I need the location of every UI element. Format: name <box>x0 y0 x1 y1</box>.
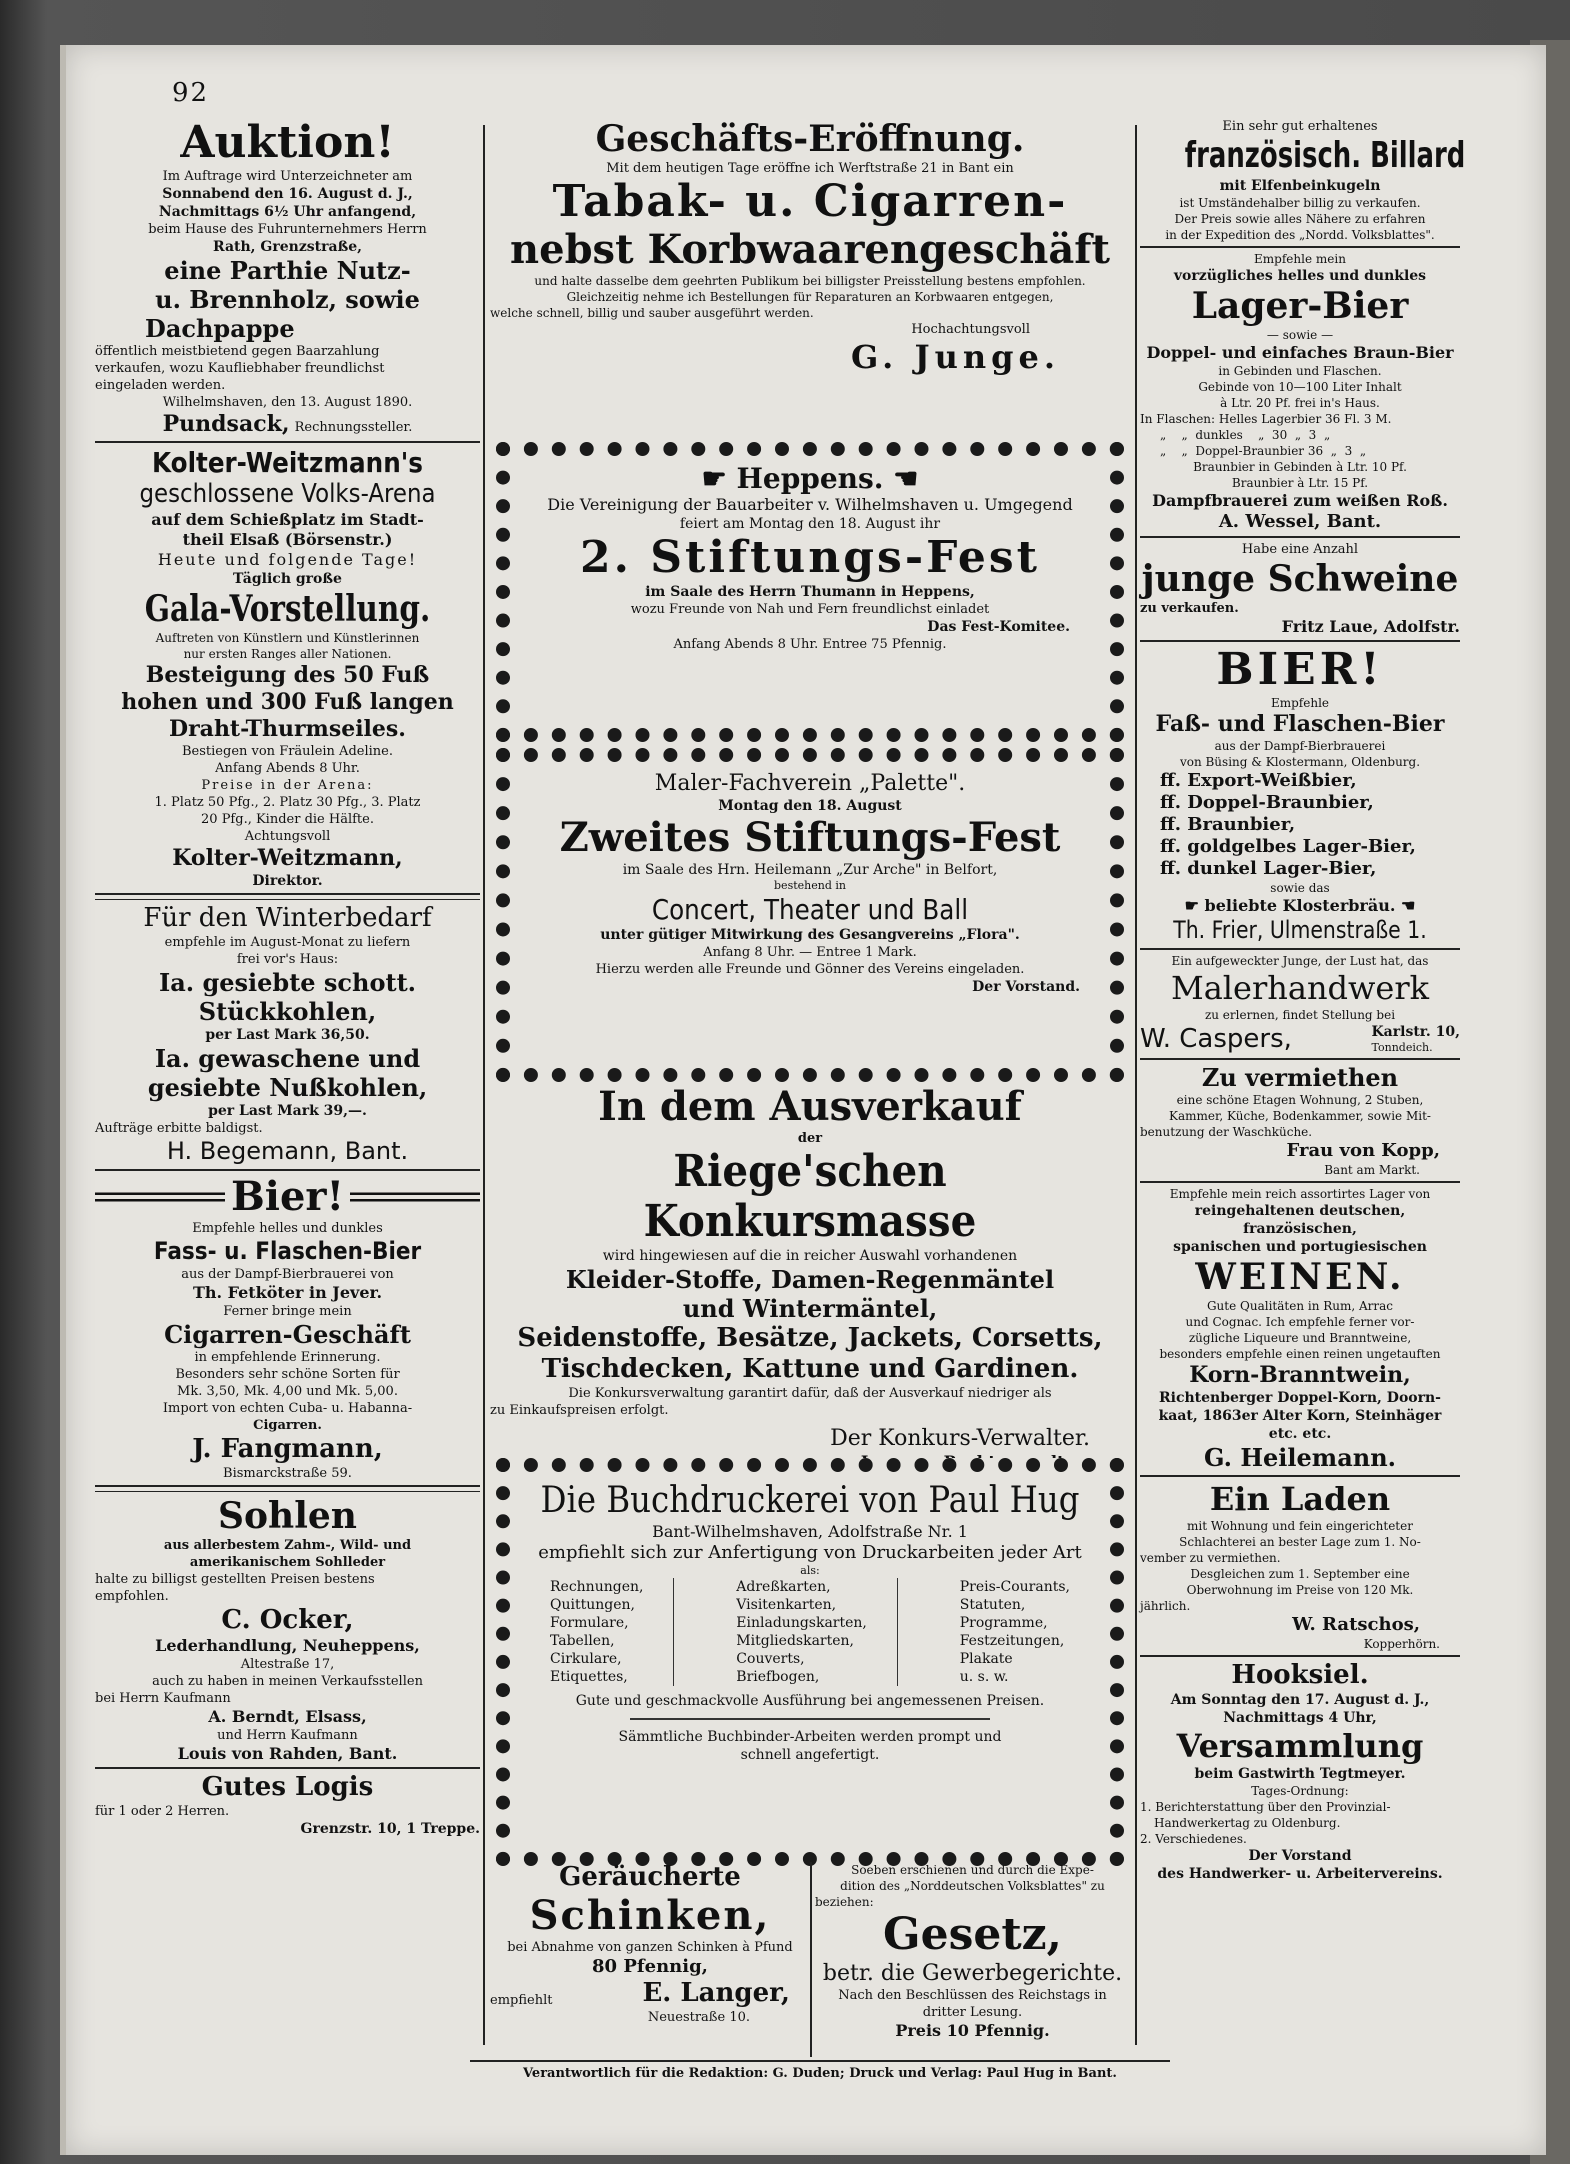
text-line: und halte dasselbe dem geehrten Publikum bei billigster Preisstellung bestens empfohlen. <box>534 274 1086 288</box>
text-line: Richtenberger Doppel-Korn, Doorn- <box>1158 1390 1441 1406</box>
list-item: u. s. w. <box>959 1669 1009 1685</box>
headline: Geräucherte <box>559 1862 741 1892</box>
text-line: feiert am Montag den 18. August ihr <box>679 516 941 532</box>
text-line: bestehend in <box>774 879 846 892</box>
billard-ad <box>1140 118 1466 243</box>
text-line: Schlachterei an bester Lage zum 1. No- <box>1179 1535 1421 1549</box>
signature: E. Langer, <box>642 1978 790 2008</box>
vermieten-ad <box>1140 1063 1460 1178</box>
divider <box>95 441 480 443</box>
text-line: dritter Lesung. <box>922 2005 1023 2020</box>
text-line: Der Preis sowie alles Nähere zu erfahren <box>1174 212 1426 226</box>
bier2-ad: BIER! Empfehle Faß- und Flaschen-Bier aus der Dampf-Bierbrauerei von Büsing & Klostermann, Oldenburg. ff. Export-Weißbier, ff. Doppel-Braunbier, ff. Braunbier, ff. goldgelbes Lager-Bier, ff. dunkel Lager-Bier, sowie das ☛ beliebte Klosterbräu. ☚ Th. Frier, Ulmenstraße 1. <box>1140 645 1460 945</box>
headline: Dachpappe <box>145 314 295 343</box>
hooksiel-ad <box>1140 1660 1460 1883</box>
headline: Versammlung <box>1176 1727 1424 1765</box>
laden-ad <box>1140 1480 1460 1652</box>
text-line: zu verkaufen. <box>1140 601 1239 616</box>
text-line: Montag den 18. August <box>718 798 902 814</box>
list-item: Adreßkarten, <box>736 1579 831 1595</box>
text-line: in Gebinden und Flaschen. <box>1218 364 1382 378</box>
text-line: Gute Qualitäten in Rum, Arrac <box>1206 1299 1394 1313</box>
headline: Bier! <box>225 1173 350 1220</box>
divider <box>95 893 480 900</box>
text-line: Bismarckstraße 59. <box>223 1466 352 1481</box>
divider <box>1140 1181 1460 1183</box>
text-line: Direktor. <box>252 873 323 889</box>
text-line: wird hingewiesen auf die in reicher Auswahl vorhandenen <box>602 1248 1018 1264</box>
divider <box>1140 640 1460 642</box>
text-line: Hierzu werden alle Freunde und Gönner des Vereins eingeladen. <box>595 962 1025 977</box>
text-line: auch zu haben in meinen Verkaufsstellen <box>152 1674 423 1689</box>
weinen-ad <box>1140 1186 1460 1472</box>
bier-ad <box>95 1174 480 1482</box>
text-line: zu erlernen, findet Stellung bei <box>1204 1008 1396 1022</box>
text-line: vember zu vermiethen. <box>1140 1551 1281 1565</box>
text-line: In Flaschen: Helles Lagerbier 36 Fl. 3 M. <box>1140 412 1392 426</box>
text-line: wozu Freunde von Nah und Fern freundlichst einladet <box>630 602 990 617</box>
text-line: in empfehlende Erinnerung. <box>194 1350 381 1365</box>
text-line: auf dem Schießplatz im Stadt- <box>151 510 424 529</box>
text-line: empfiehlt sich zur Anfertigung von Druckarbeiten jeder Art <box>538 1542 1082 1563</box>
text-line: Sämmtliche Buchbinder-Arbeiten werden prompt und <box>618 1729 1002 1745</box>
headline: nebst Korbwaarengeschäft <box>510 226 1110 273</box>
text-line: zügliche Liqueure und Branntweine, <box>1188 1331 1412 1345</box>
text-line: Dampfbrauerei zum weißen Roß. <box>1152 491 1448 510</box>
headline: und Wintermäntel, <box>682 1294 938 1323</box>
divider <box>1140 1475 1460 1477</box>
text-line: Die Konkursverwaltung garantirt dafür, daß der Ausverkauf niedriger als <box>568 1386 1052 1401</box>
list-item: Mitgliedskarten, <box>736 1633 854 1649</box>
text-line: Nachmittags 4 Uhr, <box>1223 1710 1377 1726</box>
text-line: Habe eine Anzahl <box>1241 542 1359 557</box>
text-line: Sonnabend den 16. August d. J., <box>162 186 413 202</box>
headline: Ia. gewaschene und <box>154 1044 421 1073</box>
text-line: des Handwerker- u. Arbeitervereins. <box>1157 1866 1443 1882</box>
text-line: Gute und geschmackvolle Ausführung bei angemessenen Preisen. <box>575 1693 1045 1709</box>
list-item: Tabellen, <box>550 1633 615 1649</box>
print-products-list <box>510 1578 1110 1686</box>
text-line: Lederhandlung, Neuheppens, <box>155 1636 420 1655</box>
text-line: Preise in der Arena: <box>201 778 374 793</box>
arena-ad <box>95 446 480 890</box>
text-line: „ „ dunkles „ 30 „ 3 „ <box>1160 428 1331 442</box>
text-line: eine schöne Etagen Wohnung, 2 Stuben, <box>1176 1093 1424 1107</box>
headline: Für den Winterbedarf <box>143 903 432 933</box>
text-line: Empfehle <box>1270 696 1330 710</box>
headline: Seidenstoffe, Besätze, Jackets, Corsetts, <box>517 1323 1103 1353</box>
text-line: aus der Dampf-Bierbrauerei von <box>181 1267 394 1282</box>
text-line: beim Gastwirth Tegtmeyer. <box>1194 1766 1406 1782</box>
product-column <box>960 1578 1070 1686</box>
text-line: bei Herrn Kaufmann <box>95 1691 231 1706</box>
headline: Kolter-Weitzmann's <box>152 446 423 479</box>
text-line: spanischen und portugiesischen <box>1173 1239 1427 1255</box>
list-item: ff. dunkel Lager-Bier, <box>1160 858 1377 879</box>
headline: Cigarren-Geschäft <box>164 1320 411 1349</box>
divider <box>95 1485 480 1492</box>
text-line: öffentlich meistbietend gegen Baarzahlung <box>95 344 380 359</box>
text-line: à Ltr. 20 Pf. frei in's Haus. <box>1220 396 1380 410</box>
list-item: Etiquettes, <box>550 1669 628 1685</box>
text-line: im Saale des Hrn. Heilemann „Zur Arche" in Belfort, <box>622 862 998 878</box>
text-line: halte zu billigst gestellten Preisen bestens <box>95 1572 375 1587</box>
headline: Gutes Logis <box>201 1772 374 1802</box>
text-line: etc. etc. <box>1268 1426 1332 1442</box>
text-line: Braunbier in Gebinden à Ltr. 10 Pf. <box>1193 460 1407 474</box>
headline: 2. Stiftungs-Fest <box>579 532 1041 583</box>
text-line: — sowie — <box>1266 328 1334 342</box>
text-line: Kopperhörn. <box>1363 1637 1440 1651</box>
text-line: Gleichzeitig nehme ich Bestellungen für Reparaturen an Korbwaaren entgegen, <box>566 290 1054 304</box>
headline: hohen und 300 Fuß langen <box>121 689 454 715</box>
text-line: verkaufen, wozu Kaufliebhaber freundlichst <box>95 361 385 376</box>
divider <box>1140 246 1460 248</box>
text-line: Kammer, Küche, Bodenkammer, sowie Mit- <box>1169 1109 1431 1123</box>
text-line: amerikanischem Sohlleder <box>189 1555 386 1570</box>
text-line: Soeben erschienen und durch die Expe- <box>851 1863 1094 1877</box>
text-line: mit Elfenbeinkugeln <box>1219 178 1381 194</box>
headline: Malerhandwerk <box>1170 969 1430 1007</box>
text-line: Anfang Abends 8 Uhr. <box>215 761 360 776</box>
signature: Th. Frier, Ulmenstraße 1. <box>1173 916 1427 944</box>
list-item: Statuten, <box>959 1597 1026 1613</box>
text-line: Ferner bringe mein <box>223 1304 352 1319</box>
text-line: Import von echten Cuba- u. Habanna- <box>162 1401 413 1416</box>
headline: Zu vermiethen <box>1201 1063 1399 1092</box>
headline: Sohlen <box>218 1495 357 1537</box>
headline: Hooksiel. <box>1231 1660 1369 1690</box>
headline: In dem Ausverkauf <box>598 1083 1022 1130</box>
product-column <box>736 1578 898 1686</box>
headline: Ia. gesiebte schott. <box>158 968 417 997</box>
text-line: Braunbier à Ltr. 15 Pf. <box>1231 476 1369 490</box>
signature: Kolter-Weitzmann, <box>172 845 403 871</box>
gesetz-ad <box>815 1862 1130 2041</box>
list-item: Formulare, <box>550 1615 629 1631</box>
text-line: Tonndeich. <box>1371 1041 1433 1054</box>
auktion-ad <box>95 118 480 438</box>
headline: Concert, Theater und Ball <box>651 893 969 926</box>
schinken-ad <box>490 1862 810 2026</box>
signature: W. Ratschos, <box>1292 1614 1420 1635</box>
list-item: Einladungskarten, <box>736 1615 867 1631</box>
text-line: Heute und folgende Tage! <box>157 550 418 569</box>
middle-column <box>490 118 1130 376</box>
headline: eine Parthie Nutz- <box>164 256 411 285</box>
list-item: Festzeitungen, <box>959 1633 1065 1649</box>
ausverkauf-ad <box>490 1084 1130 1472</box>
text-line: Anfang 8 Uhr. — Entree 1 Mark. <box>703 945 917 960</box>
headline: gesiebte Nußkohlen, <box>147 1073 428 1102</box>
headline: Gala-Vorstellung. <box>144 588 431 630</box>
price: Preis 10 Pfennig. <box>895 2021 1050 2040</box>
list-item: Visitenkarten, <box>736 1597 837 1613</box>
text-line: Neuestraße 10. <box>647 2010 750 2025</box>
text-line: besonders empfehle einen reinen ungetauften <box>1159 1347 1441 1361</box>
geschaeftseroeffnung-ad <box>490 118 1130 376</box>
text-line: Besonders sehr schöne Sorten für <box>175 1367 400 1382</box>
headline: geschlossene Volks-Arena <box>139 479 436 509</box>
text-line: in der Expedition des „Nordd. Volksblattes". <box>1165 228 1435 242</box>
heppens-ad: ☛ Heppens. ☚ Die Vereinigung der Bauarbeiter v. Wilhelmshaven u. Umgegend feiert am Montag den 18. August ihr 2. Stiftungs-Fest im Saale des Herrn Thumann in Heppens, wozu Freunde von Nah und Fern freundlichst einladet Das Fest-Komitee. Anfang Abends 8 Uhr. Entree 75 Pfennig. <box>496 442 1124 742</box>
text-line: Am Sonntag den 17. August d. J., <box>1170 1692 1430 1708</box>
divider <box>630 1718 990 1720</box>
text-line: jährlich. <box>1140 1599 1191 1613</box>
text-line: „ „ Doppel-Braunbier 36 „ 3 „ <box>1160 444 1367 458</box>
list-item: Rechnungen, <box>550 1579 644 1595</box>
headline: Gesetz, <box>883 1909 1062 1960</box>
list-item: Cirkulare, <box>550 1651 622 1667</box>
palette-ad <box>496 748 1124 1082</box>
signature: Fritz Laue, Adolfstr. <box>1281 617 1460 636</box>
signature: G. Heilemann. <box>1204 1443 1396 1472</box>
column-rule-left <box>483 125 485 2045</box>
text-line: im Saale des Herrn Thumann in Heppens, <box>645 584 975 600</box>
product-column <box>550 1578 674 1686</box>
text-line: Achtungsvoll <box>244 829 331 844</box>
divider <box>95 1767 480 1769</box>
divider <box>1140 1655 1460 1657</box>
text-line: sowie das <box>1270 881 1330 895</box>
list-item: Briefbogen, <box>736 1669 820 1685</box>
text-line: und Cognac. Ich empfehle ferner vor- <box>1185 1315 1415 1329</box>
text-line: Empfehle helles und dunkles <box>192 1221 383 1236</box>
headline: Die Buchdruckerei von Paul Hug <box>540 1480 1080 1521</box>
price: 80 Pfennig, <box>592 1956 708 1977</box>
headline: Riege'schen Konkursmasse <box>643 1146 977 1247</box>
headline: französisch. Billard <box>1184 135 1466 176</box>
auktion-title: Auktion! <box>180 117 395 168</box>
text-line: Karlstr. 10, <box>1371 1024 1460 1040</box>
headline: Lager-Bier <box>1191 285 1409 327</box>
text-line: Bant-Wilhelmshaven, Adolfstraße Nr. 1 <box>652 1522 968 1541</box>
right-column <box>1140 118 1466 1883</box>
text-line: Rechnungssteller. <box>294 420 413 435</box>
text-line: beliebte Klosterbräu. <box>1204 896 1396 915</box>
buchdruckerei-ad <box>496 1458 1124 1866</box>
list-item: Programme, <box>959 1615 1048 1631</box>
sohlen-ad <box>95 1495 480 1764</box>
headline: Maler-Fachverein „Palette". <box>654 771 966 796</box>
text-line: Grenzstr. 10, 1 Treppe. <box>300 1821 480 1837</box>
signature: G. Junge. <box>850 338 1060 376</box>
headline: Geschäfts-Eröffnung. <box>595 118 1025 160</box>
signature: H. Begemann, Bant. <box>166 1137 409 1165</box>
signature: C. Ocker, <box>221 1605 354 1635</box>
divider <box>95 1169 480 1171</box>
list-item: ff. goldgelbes Lager-Bier, <box>1160 836 1416 857</box>
text-line: aus allerbestem Zahm-, Wild- und <box>163 1538 412 1553</box>
logis-ad <box>95 1772 480 1838</box>
list-item: ff. Doppel-Braunbier, <box>1160 792 1374 813</box>
headline: u. Brennholz, sowie <box>155 285 420 314</box>
text-line: Mit dem heutigen Tage eröffne ich Werftstraße 21 in Bant ein <box>606 161 1014 176</box>
text-line: 1. Platz 50 Pfg., 2. Platz 30 Pfg., 3. Platz <box>154 795 421 810</box>
text-line: Louis von Rahden, Bant. <box>177 1744 398 1763</box>
text-line: Bestiegen von Fräulein Adeline. <box>182 744 393 759</box>
text-line: Ein sehr gut erhaltenes <box>1222 119 1378 134</box>
signature: Pundsack, <box>162 411 290 437</box>
text-line: Die Vereinigung der Bauarbeiter v. Wilhelmshaven u. Umgegend <box>547 495 1073 514</box>
text-line: bei Abnahme von ganzen Schinken à Pfund <box>507 1940 793 1955</box>
list-item: ff. Braunbier, <box>1160 814 1296 835</box>
headline: Tischdecken, Kattune und Gardinen. <box>541 1354 1079 1384</box>
divider <box>1140 948 1460 950</box>
text-line: benutzung der Waschküche. <box>1140 1125 1313 1139</box>
text-line: mit Wohnung und fein eingerichteter <box>1187 1519 1413 1533</box>
text-line: reingehaltenen deutschen, französischen, <box>1194 1203 1406 1237</box>
text-line: Gebinde von 10—100 Liter Inhalt <box>1198 380 1402 394</box>
signature: Frau von Kopp, <box>1286 1140 1440 1161</box>
text-line: theil Elsaß (Börsenstr.) <box>182 530 393 549</box>
text-line: Aufträge erbitte baldigst. <box>95 1121 263 1136</box>
headline: BIER! <box>1216 644 1384 695</box>
text-line: Rath, Grenzstraße, <box>212 239 362 255</box>
text-line: von Büsing & Klostermann, Oldenburg. <box>1179 755 1421 769</box>
text-line: Doppel- und einfaches Braun-Bier <box>1146 343 1454 362</box>
price: per Last Mark 39,—. <box>208 1103 367 1119</box>
winterbedarf-ad <box>95 903 480 1166</box>
text-line: Der Vorstand <box>1248 1848 1352 1864</box>
text-line: Ein aufgeweckter Junge, der Lust hat, das <box>1171 954 1429 968</box>
headline: Tabak- u. Cigarren- <box>552 176 1068 227</box>
text-line: 2. Verschiedenes. <box>1140 1832 1247 1846</box>
text-line: für 1 oder 2 Herren. <box>95 1804 230 1819</box>
text-line: A. Berndt, Elsass, <box>208 1707 367 1726</box>
headline: Zweites Stiftungs-Fest <box>559 814 1061 861</box>
text-line: als: <box>800 1564 820 1577</box>
list-item: Quittungen, <box>550 1597 635 1613</box>
divider-vertical <box>810 1862 812 2057</box>
text-line: empfehle im August-Monat zu liefern <box>164 935 411 950</box>
text-line: 1. Berichterstattung über den Provinzial- <box>1140 1800 1391 1814</box>
text-line: vorzügliches helles und dunkles <box>1173 268 1427 284</box>
text-line: 20 Pfg., Kinder die Hälfte. <box>201 812 374 827</box>
text-line: Hochachtungsvoll <box>911 322 1030 337</box>
text-line: frei vor's Haus: <box>236 952 339 967</box>
page-number: 92 <box>172 78 210 108</box>
text-line: unter gütiger Mitwirkung des Gesangvereins „Flora". <box>600 927 1020 943</box>
headline: Fass- u. Flaschen-Bier <box>153 1237 422 1265</box>
lagerbier-ad <box>1140 251 1460 533</box>
text-line: schnell angefertigt. <box>740 1747 880 1763</box>
divider <box>1140 536 1460 538</box>
text-line: aus der Dampf-Bierbrauerei <box>1214 739 1386 753</box>
headline: betr. die Gewerbegerichte. <box>822 1961 1123 1986</box>
signature: J. Fangmann, <box>192 1434 383 1464</box>
text-line: Auftreten von Künstlern und Künstlerinnen <box>155 631 420 645</box>
headline: Stückkohlen, <box>198 997 377 1026</box>
text-line: Bant am Markt. <box>1324 1163 1420 1177</box>
text-line: Mk. 3,50, Mk. 4,00 und Mk. 5,00. <box>177 1384 398 1399</box>
text-line: Anfang Abends 8 Uhr. Entree 75 Pfennig. <box>673 637 947 652</box>
column-rule-right <box>1135 125 1137 2045</box>
text-line: Handwerkertag zu Oldenburg. <box>1154 1816 1341 1830</box>
signature: W. Caspers, <box>1140 1023 1292 1054</box>
list-item: Preis-Courants, <box>959 1579 1070 1595</box>
text-line: der <box>797 1131 823 1146</box>
text-line: Oberwohnung im Preise von 120 Mk. <box>1186 1583 1414 1597</box>
list-item: ff. Export-Weißbier, <box>1160 770 1357 791</box>
text-line: dition des „Norddeutschen Volksblattes" zu <box>840 1879 1105 1893</box>
imprint-footer: Verantwortlich für die Redaktion: G. Duden; Druck und Verlag: Paul Hug in Bant. <box>523 2066 1117 2081</box>
headline: Draht-Thurmseiles. <box>169 716 406 742</box>
text-line: Cigarren. <box>253 1418 322 1433</box>
text-line: zu Einkaufspreisen erfolgt. <box>490 1403 669 1418</box>
text-line: beziehen: <box>815 1895 874 1909</box>
headline: Faß- und Flaschen-Bier <box>1155 711 1445 737</box>
text-line: nur ersten Ranges aller Nationen. <box>183 647 392 661</box>
divider <box>1140 1058 1460 1060</box>
headline: junge Schweine <box>1141 558 1459 600</box>
text-line: und Herrn Kaufmann <box>217 1728 358 1743</box>
text-line: Das Fest-Komitee. <box>927 619 1070 635</box>
headline: Heppens. <box>736 462 884 495</box>
text-line: Th. Fetköter in Jever. <box>192 1283 383 1302</box>
text-line: beim Hause des Fuhrunternehmers Herrn <box>148 222 427 237</box>
price: per Last Mark 36,50. <box>205 1027 370 1043</box>
text-line: eingeladen werden. <box>95 378 226 393</box>
text-line: Desgleichen zum 1. September eine <box>1190 1567 1410 1581</box>
text-line: Nach den Beschlüssen des Reichstags in <box>838 1988 1107 2003</box>
headline: WEINEN. <box>1195 1256 1405 1298</box>
text-line: Täglich große <box>233 571 342 587</box>
headline: Schinken, <box>529 1892 771 1939</box>
headline: Ein Laden <box>1209 1480 1391 1518</box>
list-item: Plakate <box>959 1651 1013 1667</box>
text-line: Nachmittags 6½ Uhr anfangend, <box>158 204 417 220</box>
text-line: Empfehle mein reich assortirtes Lager von <box>1169 1187 1431 1201</box>
text-line: Im Auftrage wird Unterzeichneter am <box>162 169 413 184</box>
list-item: Couverts, <box>736 1651 805 1667</box>
headline: Kleider-Stoffe, Damen-Regenmäntel <box>565 1265 1055 1294</box>
signature: A. Wessel, Bant. <box>1218 511 1382 532</box>
text-line: Empfehle mein <box>1254 252 1346 266</box>
malerhandwerk-ad <box>1140 953 1460 1055</box>
text-line: welche schnell, billig und sauber ausgeführt werden. <box>490 306 814 320</box>
headline: Korn-Branntwein, <box>1189 1362 1411 1388</box>
text-line: Der Vorstand. <box>972 979 1080 995</box>
text-line: Wilhelmshaven, den 13. August 1890. <box>162 395 413 410</box>
footer-rule <box>470 2060 1170 2062</box>
text-line: Tages-Ordnung: <box>1251 1784 1349 1798</box>
text-line: empfohlen. <box>95 1589 169 1604</box>
left-column <box>95 118 480 1838</box>
signature: Der Konkurs-Verwalter. <box>830 1426 1090 1451</box>
text-line: Altestraße 17, <box>240 1657 335 1672</box>
headline: Besteigung des 50 Fuß <box>145 662 430 688</box>
text-line: kaat, 1863er Alter Korn, Steinhäger <box>1158 1408 1442 1424</box>
schweine-ad <box>1140 541 1460 637</box>
text-line: empfiehlt <box>490 1993 553 2008</box>
text-line: ist Umständehalber billig zu verkaufen. <box>1179 196 1421 210</box>
